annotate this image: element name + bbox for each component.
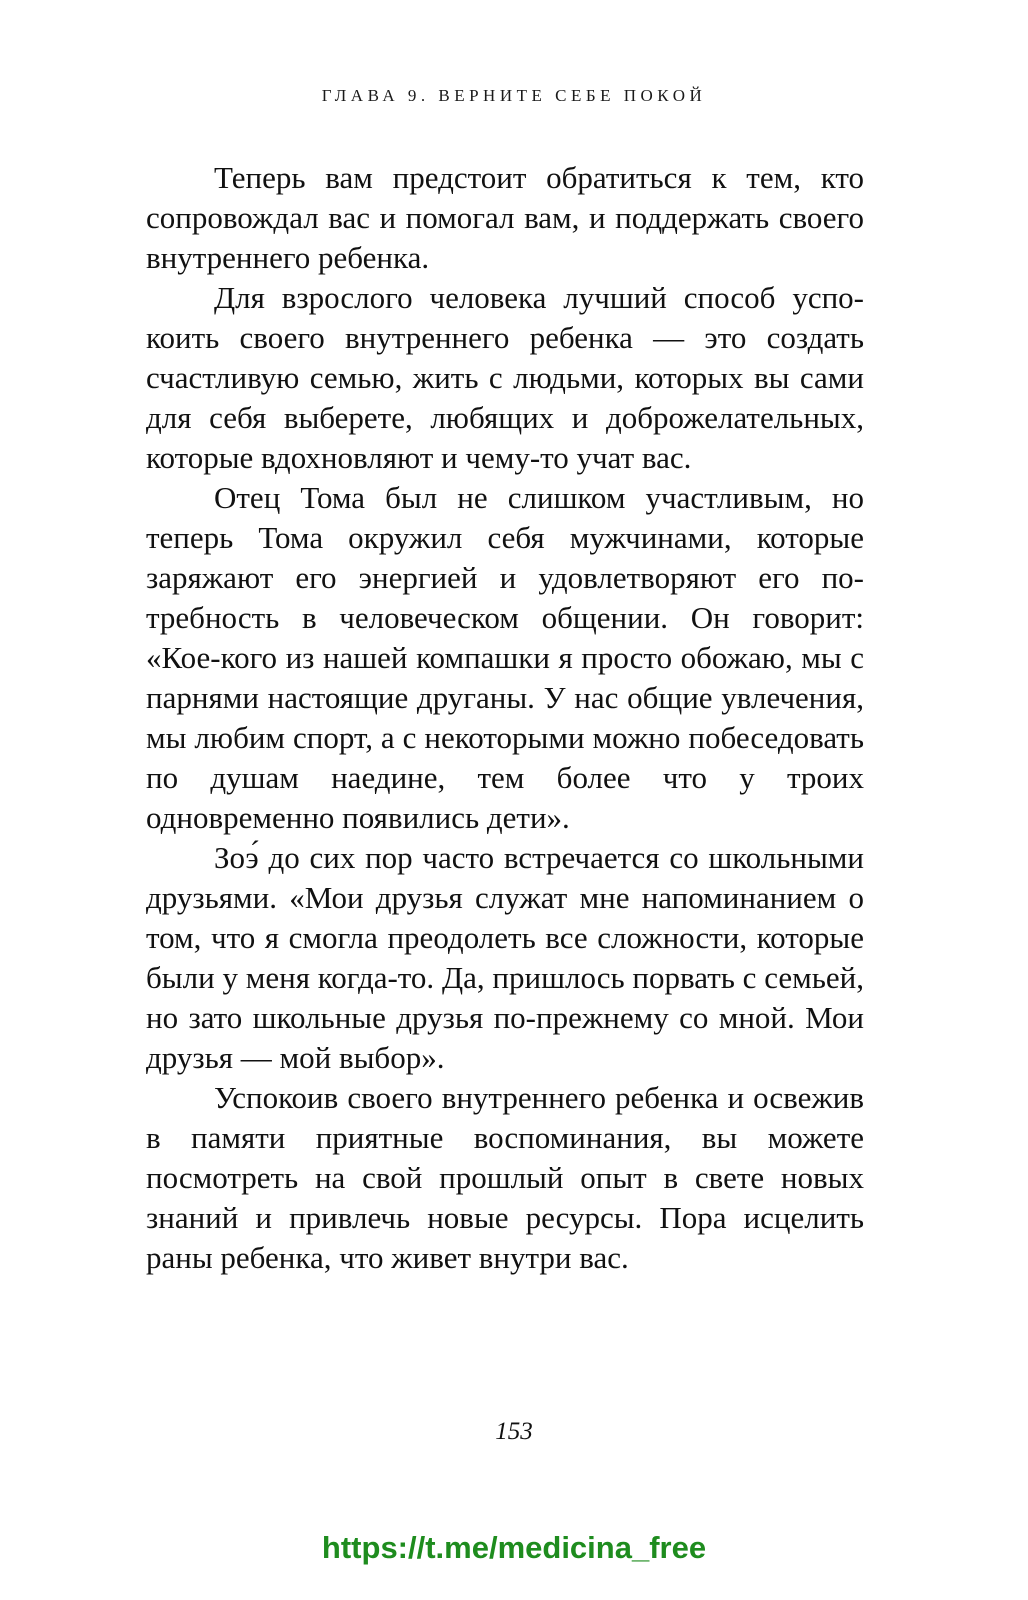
body-text [146,158,864,1278]
running-head: ГЛАВА 9. ВЕРНИТЕ СЕБЕ ПОКОЙ [321,86,707,105]
paragraph: Успокоив своего внутреннего ребенка и освежив в памяти приятные воспоминания, вы можете посмотреть на свой прошлый опыт в свете новых знаний и привлечь новые ресурсы. Пора исцелить раны ребенка, что живет внутри вас. [146,1080,864,1275]
paragraph: Теперь вам предстоит обратиться к тем, кто сопровождал вас и помогал вам, и поддержать своего внутреннего ребенка. [146,160,864,275]
paragraph: Для взрослого человека лучший способ успокоить своего внутреннего ребенка — это создать счастливую семью, жить с людьми, которых вы сами для себя выберете, любящих и доброжелательных, которые вдохновляют и чему-то учат вас. [146,280,864,475]
page-number: 153 [495,1418,533,1445]
paragraph: Зоэ́ до сих пор часто встречается со школьными друзьями. «Мои друзья служат мне напоминанием о том, что я смогла преодолеть все сложности, которые были у меня когда-то. Да, пришлось порвать с семьей, но зато школьные друзья по-прежнему со мной. Мои друзья — мой выбор». [146,840,864,1075]
paragraph: Отец Тома был не слишком участливым, но теперь Тома окружил себя мужчинами, которые заряжают его энергией и удовлетворяют его потребность в человеческом общении. Он говорит: «Кое-кого из нашей компашки я просто обожаю, мы с парнями настоящие друганы. У нас общие увлечения, мы любим спорт, а с некоторыми можно побеседовать по душам наедине, тем более что у троих одновременно появились дети». [146,480,864,835]
watermark-link[interactable]: https://t.me/medicina_free [321,1530,707,1565]
